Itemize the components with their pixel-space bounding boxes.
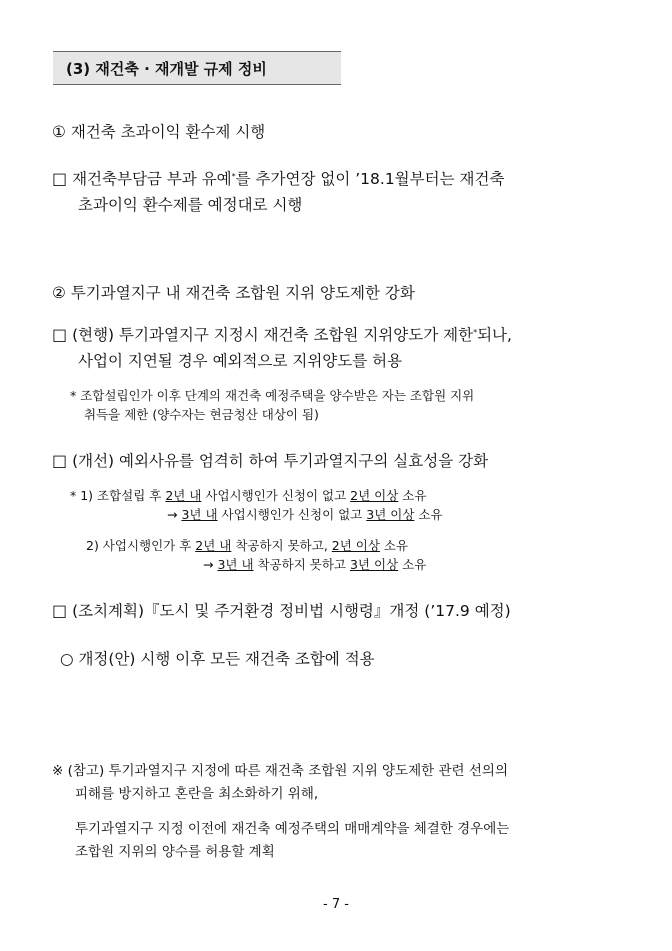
improve-note-row1: * 1) 조합설립 후 2년 내 사업시행인가 신청이 없고 2년 이상 소유 <box>70 488 427 503</box>
reference-line3: 투기과열지구 지정 이전에 재건축 예정주택의 매매계약을 체결한 경우에는 <box>75 821 510 837</box>
section-title: (3) 재건축 · 재개발 규제 정비 <box>66 60 267 78</box>
current-line1b: 되나, <box>477 326 512 344</box>
reference-line1: ※ (참고) 투기과열지구 지정에 따른 재건축 조합원 지위 양도제한 관련 선의의 <box>52 763 508 779</box>
current-paragraph <box>52 322 612 374</box>
plan-paragraph <box>52 598 511 624</box>
current-line1a: (현행) 투기과열지구 지정시 재건축 조합원 지위양도가 제한 <box>72 326 474 344</box>
improve-note-row3: 2) 사업시행인가 후 2년 내 착공하지 못하고, 2년 이상 소유 <box>86 538 409 553</box>
checkbox-glyph: □ <box>52 451 68 470</box>
item1-paragraph <box>52 166 604 218</box>
improve-text: (개선) 예외사유를 엄격히 하여 투기과열지구의 실효성을 강화 <box>72 452 489 470</box>
item1-line1b: 를 추가연장 없이 ’18.1월부터는 재건축 <box>235 170 505 188</box>
current-line2: 사업이 지연될 경우 예외적으로 지위양도를 허용 <box>78 352 403 370</box>
current-note-line1: * 조합설립인가 이후 단계의 재건축 예정주택을 양수받은 자는 조합원 지위 <box>70 388 475 403</box>
plan-text: (조치계획)『도시 및 주거환경 정비법 시행령』개정 (’17.9 예정) <box>72 602 511 620</box>
footnote-star: * <box>231 172 236 181</box>
improve-paragraph <box>52 448 488 474</box>
improve-note-row4: → 3년 내 착공하지 못하고 3년 이상 소유 <box>203 557 427 572</box>
plan-bullet: ○ 개정(안) 시행 이후 모든 재건축 조합에 적용 <box>60 650 375 668</box>
item1-line2: 초과이익 환수제를 예정대로 시행 <box>78 196 303 214</box>
item1-line1a: 재건축부담금 부과 유예 <box>72 170 232 188</box>
checkbox-glyph: □ <box>52 325 68 344</box>
checkbox-glyph: □ <box>52 601 68 620</box>
item2-heading: ② 투기과열지구 내 재건축 조합원 지위 양도제한 강화 <box>52 284 415 302</box>
reference-line4: 조합원 지위의 양수를 허용할 계획 <box>75 844 275 860</box>
current-note-line2: 취득을 제한 (양수자는 현금청산 대상이 됨) <box>84 407 319 422</box>
reference-line2: 피해를 방지하고 혼란을 최소화하기 위해, <box>75 786 319 802</box>
checkbox-glyph: □ <box>52 169 68 188</box>
page-number: - 7 - <box>323 897 349 912</box>
item1-heading: ① 재건축 초과이익 환수제 시행 <box>52 123 266 141</box>
footnote-star: * <box>473 328 478 337</box>
improve-note-row2: → 3년 내 사업시행인가 신청이 없고 3년 이상 소유 <box>167 507 443 522</box>
section-header-box <box>53 51 341 85</box>
